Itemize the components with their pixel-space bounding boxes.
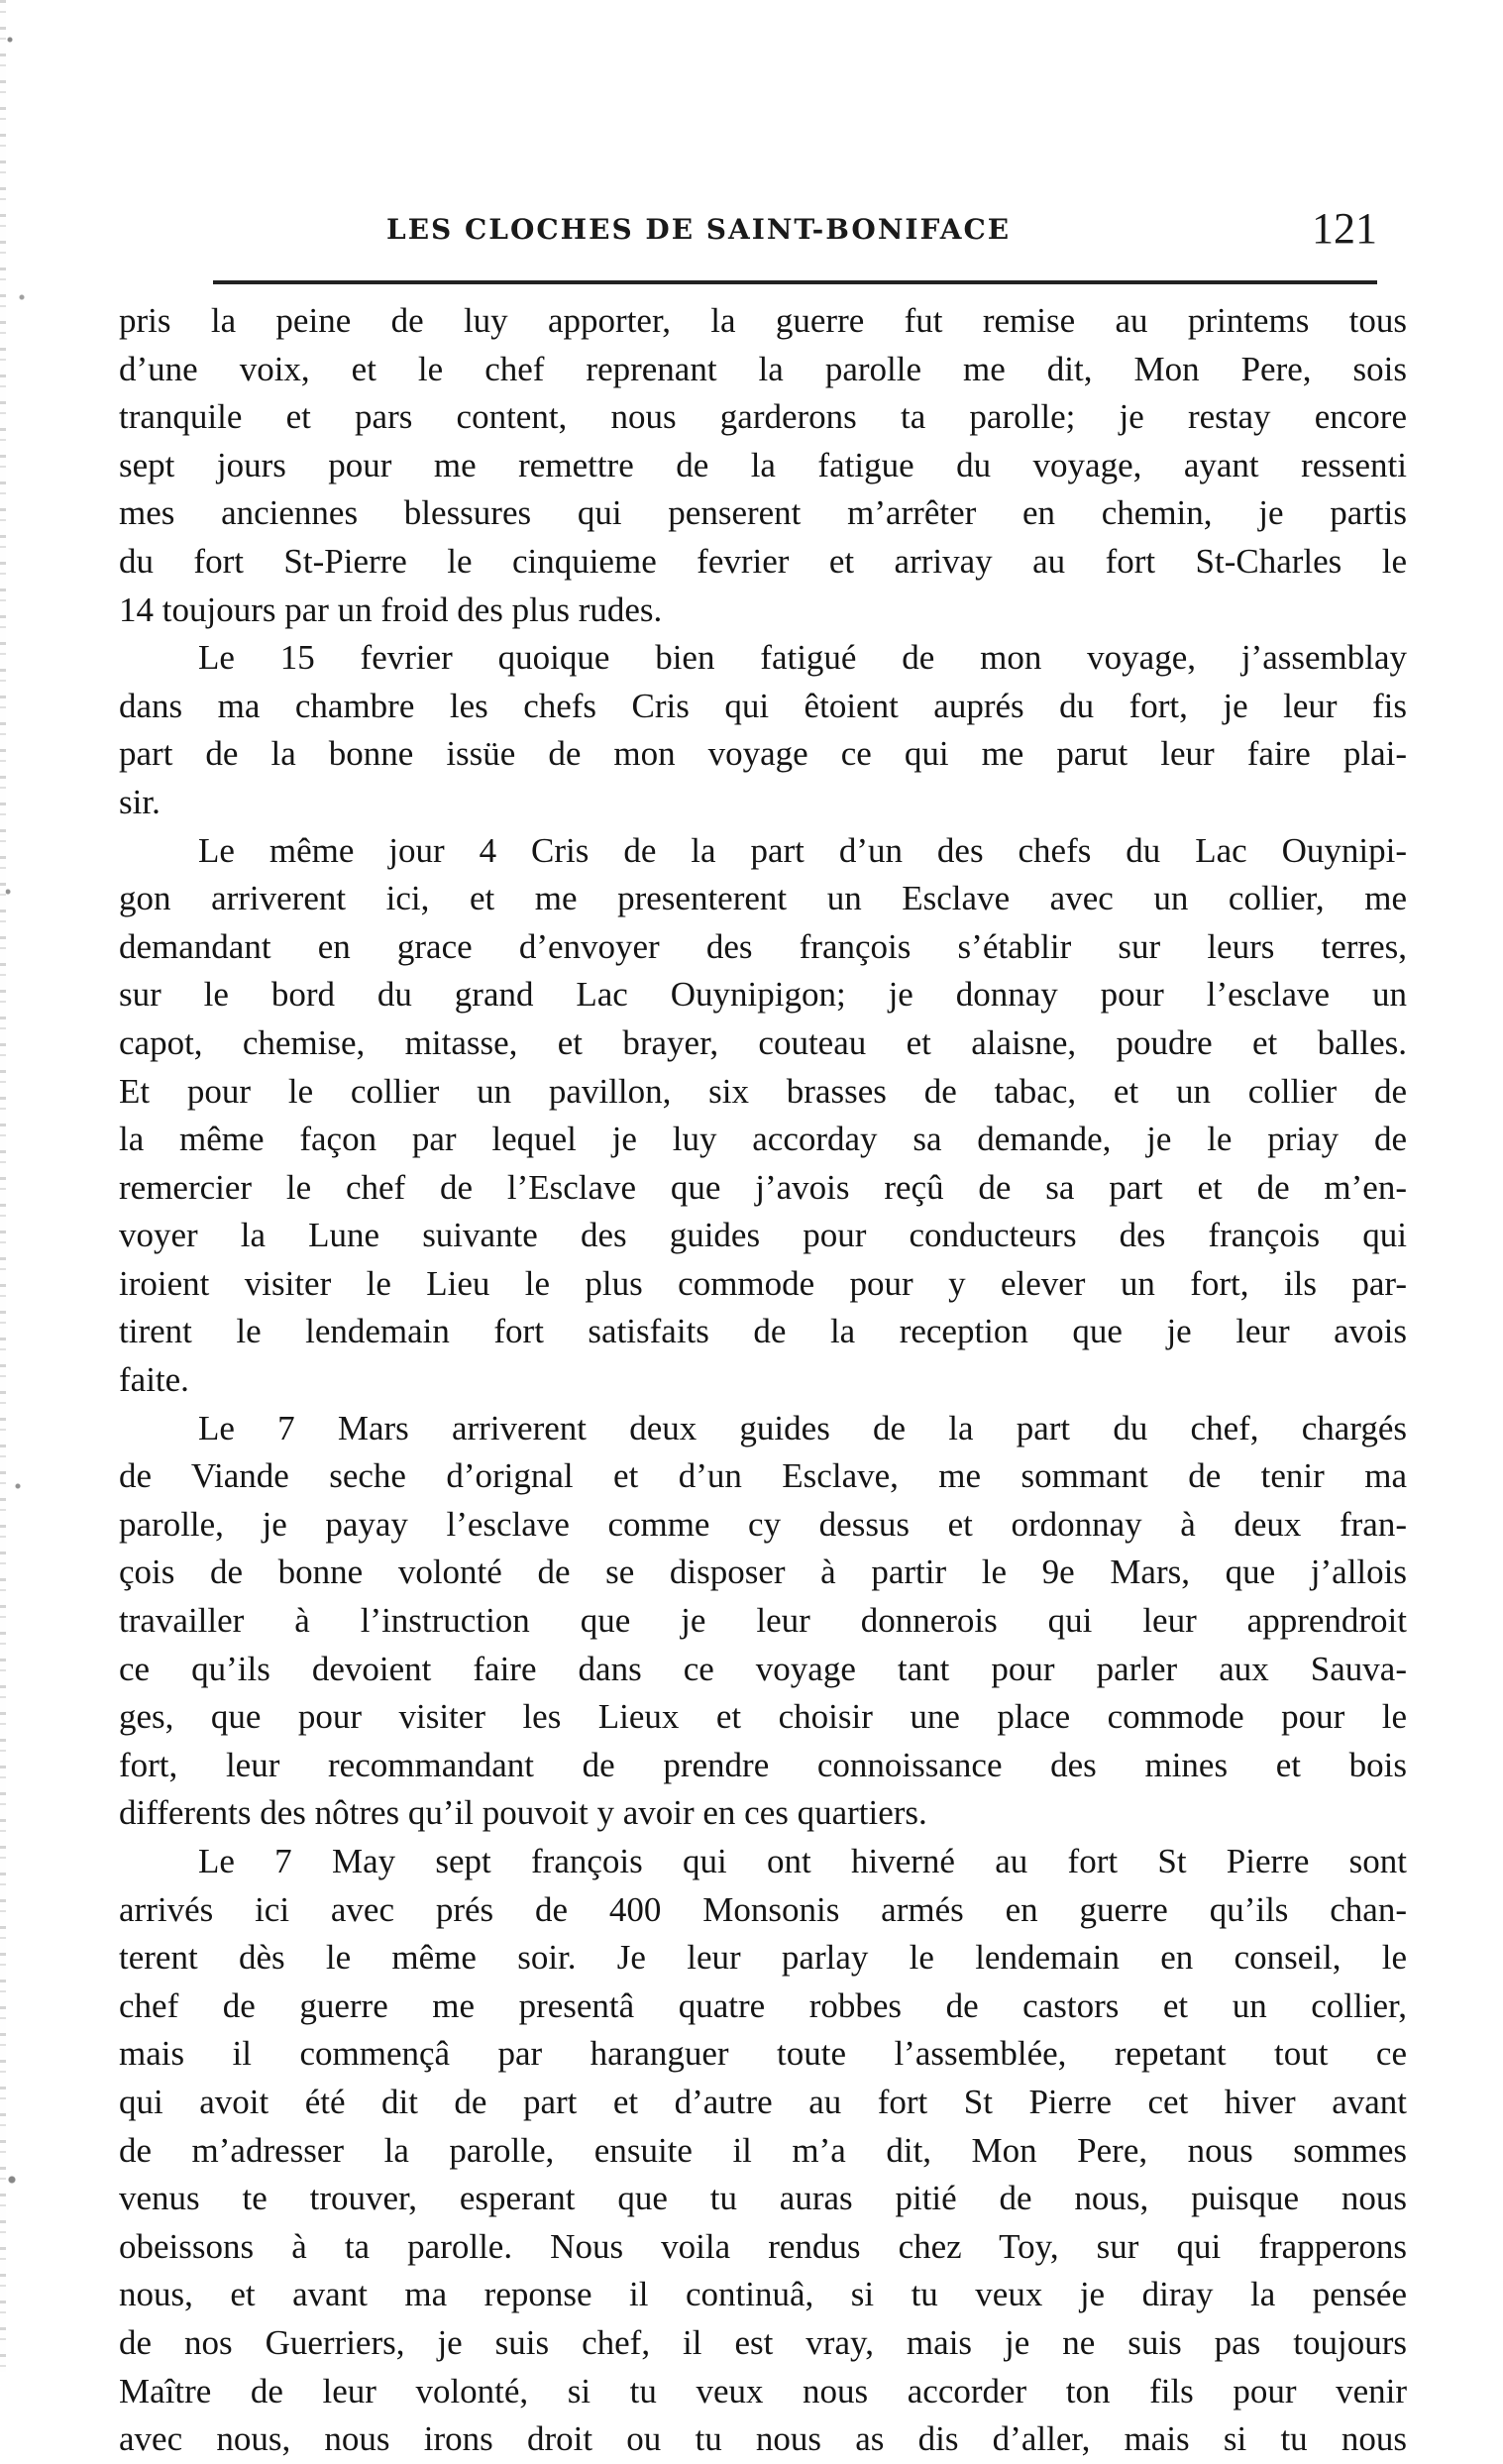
text-line: d’une voix, et le chef reprenant la parolle me dit, Mon Pere, sois — [119, 349, 1407, 388]
text-line: qui avoit été dit de part et d’autre au fort St Pierre cet hiver avant — [119, 2082, 1407, 2121]
text-line: çois de bonne volonté de se disposer à partir le 9e Mars, que j’allois — [119, 1553, 1407, 1592]
text-line: differents des nôtres qu’il pouvoit y avoir en ces quartiers. — [119, 1793, 927, 1833]
text-line: part de la bonne issüe de mon voyage ce qui me parut leur faire plai- — [119, 734, 1407, 774]
text-line: chef de guerre me presentâ quatre robbes de castors et un collier, — [119, 1985, 1407, 2025]
header-rule — [213, 280, 1377, 284]
page-number: 121 — [1312, 204, 1377, 253]
text-line: tranquile et pars content, nous garderons ta parolle; je restay encore — [119, 397, 1407, 437]
text-line: sir. — [119, 782, 161, 821]
text-line: terent dès le même soir. Je leur parlay le lendemain en conseil, le — [119, 1938, 1407, 1978]
text-line: du fort St-Pierre le cinquieme fevrier et arrivay au fort St-Charles le — [119, 541, 1407, 581]
text-line: obeissons à ta parolle. Nous voila rendus chez Toy, sur qui frapperons — [119, 2226, 1407, 2266]
text-line: parolle, je payay l’esclave comme cy dessus et ordonnay à deux fran- — [119, 1504, 1407, 1544]
page-header — [386, 203, 1377, 263]
text-line: sur le bord du grand Lac Ouynipigon; je donnay pour l’esclave un — [119, 975, 1407, 1015]
text-line: voyer la Lune suivante des guides pour conducteurs des françois qui — [119, 1216, 1407, 1255]
text-line: ges, que pour visiter les Lieux et choisir une place commode pour le — [119, 1697, 1407, 1737]
text-line: venus te trouver, esperant que tu auras pitié de nous, puisque nous — [119, 2179, 1407, 2218]
text-line: la même façon par lequel je luy accorday sa demande, je le priay de — [119, 1120, 1407, 1159]
text-line: dans ma chambre les chefs Cris qui êtoient auprés du fort, je leur fis — [119, 686, 1407, 725]
text-line: travailler à l’instruction que je leur donnerois qui leur apprendroit — [119, 1601, 1407, 1641]
scan-edge-speckles — [0, 0, 40, 2372]
text-line: avec nous, nous irons droit ou tu nous as dis d’aller, mais si tu nous — [119, 2419, 1407, 2459]
text-line: mais il commençâ par haranguer toute l’assemblée, repetant tout ce — [119, 2034, 1407, 2074]
text-line: tirent le lendemain fort satisfaits de la reception que je leur avois — [119, 1312, 1407, 1351]
running-title: LES CLOCHES DE SAINT-BONIFACE — [386, 213, 1012, 246]
body-text — [119, 297, 1407, 2464]
text-line: remercier le chef de l’Esclave que j’avois reçû de sa part et de m’en- — [119, 1167, 1407, 1207]
text-line: Maître de leur volonté, si tu veux nous accorder ton fils pour venir — [119, 2371, 1407, 2410]
text-line: fort, leur recommandant de prendre connoissance des mines et bois — [119, 1745, 1407, 1784]
text-line: faite. — [119, 1360, 189, 1400]
text-line: iroient visiter le Lieu le plus commode pour y elever un fort, ils par- — [119, 1263, 1407, 1303]
text-line: 14 toujours par un froid des plus rudes. — [119, 589, 663, 629]
text-line: gon arriverent ici, et me presenterent un Esclave avec un collier, me — [119, 879, 1407, 918]
text-line: de Viande seche d’orignal et d’un Esclave, me sommant de tenir ma — [119, 1456, 1407, 1496]
text-line: Le 7 Mars arriverent deux guides de la part du chef, chargés — [198, 1408, 1407, 1447]
text-line: pris la peine de luy apporter, la guerre fut remise au printems tous — [119, 301, 1407, 340]
text-line: capot, chemise, mitasse, et brayer, couteau et alaisne, poudre et balles. — [119, 1022, 1407, 1062]
text-line: sept jours pour me remettre de la fatigue du voyage, ayant ressenti — [119, 445, 1407, 484]
text-line: de m’adresser la parolle, ensuite il m’a dit, Mon Pere, nous sommes — [119, 2130, 1407, 2170]
text-line: Le 7 May sept françois qui ont hiverné au fort St Pierre sont — [198, 1842, 1407, 1880]
text-line: arrivés ici avec prés de 400 Monsonis armés en guerre qu’ils chan- — [119, 1889, 1407, 1929]
text-line: Et pour le collier un pavillon, six brasses de tabac, et un collier de — [119, 1071, 1407, 1111]
text-line: ce qu’ils devoient faire dans ce voyage tant pour parler aux Sauva- — [119, 1649, 1407, 1688]
text-line: Le 15 fevrier quoique bien fatigué de mon voyage, j’assemblay — [198, 638, 1407, 678]
text-line: nous, et avant ma reponse il continuâ, si tu veux je diray la pensée — [119, 2275, 1407, 2314]
text-line: mes anciennes blessures qui penserent m’arrêter en chemin, je partis — [119, 493, 1407, 533]
text-line: demandant en grace d’envoyer des françois s’établir sur leurs terres, — [119, 926, 1407, 966]
text-line: Le même jour 4 Cris de la part d’un des chefs du Lac Ouynipi- — [198, 830, 1407, 870]
text-line: de nos Guerriers, je suis chef, il est vray, mais je ne suis pas toujours — [119, 2322, 1407, 2362]
